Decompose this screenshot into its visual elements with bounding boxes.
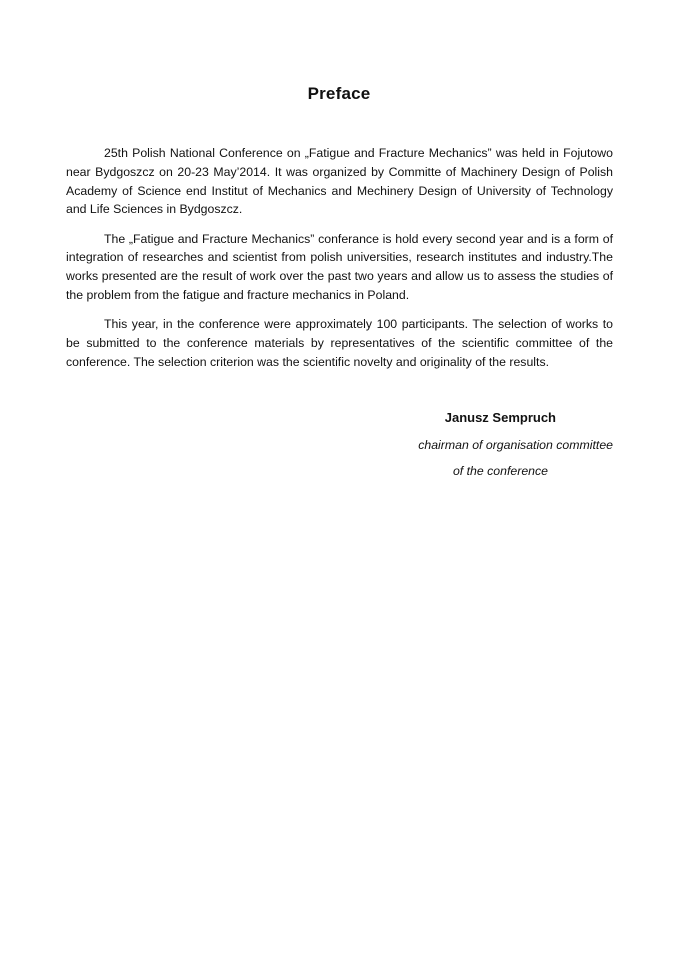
- signatory-role: chairman of organisation committee: [418, 438, 613, 452]
- page-title: Preface: [307, 84, 371, 103]
- paragraph-conference-info: 25th Polish National Conference on „Fatigue and Fracture Mechanics” was held in Fojutowo near Bydgoszcz on 20-23 May’2014. It was organized by Committe of Machinery Design of Polish Academy of Science end Institut of Mechanics and Mechinery Design of University of Technology and Life Sciences in Bydgoszcz.: [66, 146, 613, 217]
- signature-block: [340, 409, 613, 480]
- preface-body: [66, 144, 613, 382]
- signatory-name: Janusz Sempruch: [444, 410, 556, 425]
- signatory-affiliation: of the conference: [452, 464, 548, 478]
- paragraph-conference-purpose: The „Fatigue and Fracture Mechanics” conferance is hold every second year and is a form of integration of researches and scientist from polish universities, research institutes and industry.The works presented are the result of work over the past two years and allow us to assess the studies of the problem from the fatigue and fracture mechanics in Poland.: [66, 231, 613, 303]
- paragraph-participants: This year, in the conference were approximately 100 participants. The selection of works to be submitted to the conference materials by representatives of the scientific committee of the conference. The selection criterion was the scientific novelty and originality of the results.: [66, 317, 613, 369]
